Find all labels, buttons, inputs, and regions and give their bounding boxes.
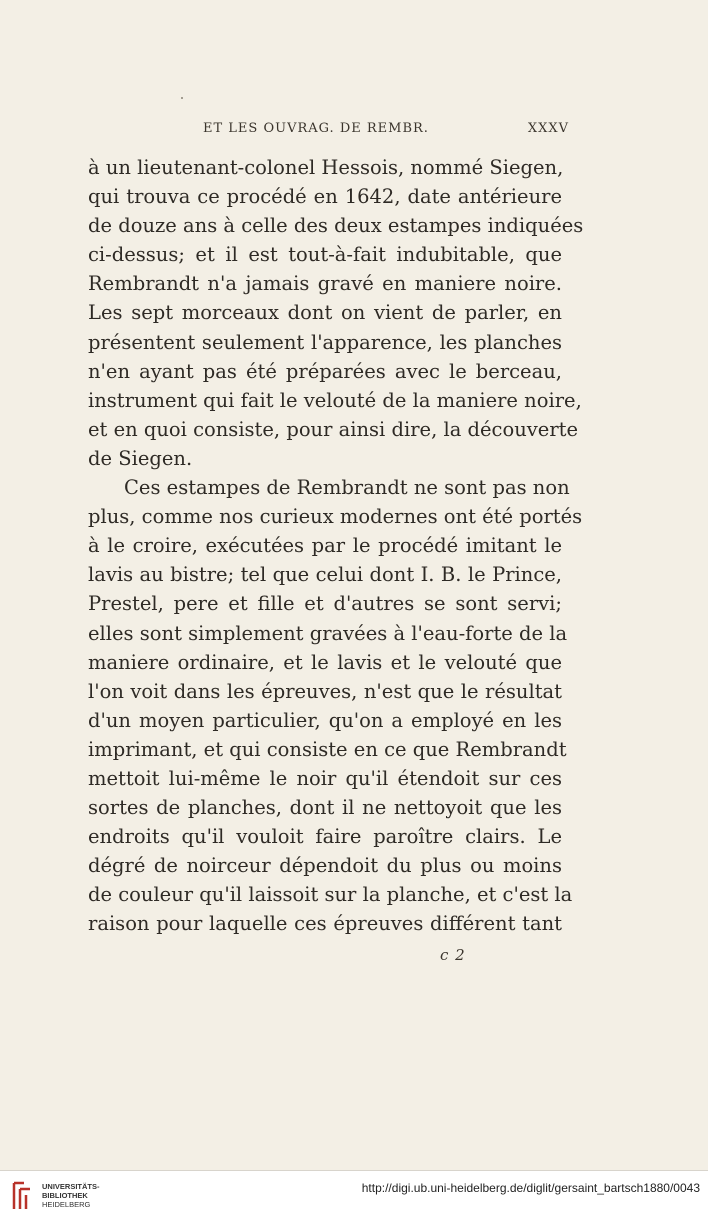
text-line: raison pour laquelle ces épreuves différent tant bbox=[88, 912, 562, 936]
page-number: XXXV bbox=[527, 121, 569, 136]
text-line: de Siegen. bbox=[88, 446, 193, 470]
text-line: de douze ans à celle des deux estampes indiquées bbox=[88, 214, 584, 238]
footer-bar bbox=[0, 1170, 708, 1222]
running-title: ET LES OUVRAG. DE REMBR. bbox=[203, 121, 429, 136]
text-line: dégré de noirceur dépendoit du plus ou moins bbox=[88, 854, 562, 878]
text-line: imprimant, et qui consiste en ce que Rembrandt bbox=[88, 737, 567, 761]
text-line: maniere ordinaire, et le lavis et le velouté que bbox=[88, 650, 562, 674]
text-line: lavis au bistre; tel que celui dont I. B. le Prince, bbox=[88, 563, 562, 587]
text-line: Prestel, pere et fille et d'autres se sont servi; bbox=[88, 592, 562, 616]
text-line: d'un moyen particulier, qu'on a employé en les bbox=[88, 708, 562, 732]
paper-speck bbox=[181, 97, 183, 99]
library-name-line-2: BIBLIOTHEK bbox=[42, 1191, 88, 1200]
library-name-line-3: HEIDELBERG bbox=[42, 1200, 91, 1209]
library-name[interactable] bbox=[42, 1182, 100, 1209]
body-text bbox=[88, 153, 584, 939]
text-line: l'on voit dans les épreuves, n'est que le résultat bbox=[88, 679, 562, 703]
text-line: sortes de planches, dont il ne nettoyoit que les bbox=[88, 796, 562, 820]
text-line: instrument qui fait le velouté de la maniere noire, bbox=[88, 388, 582, 412]
text-line: n'en ayant pas été préparées avec le berceau, bbox=[88, 359, 562, 383]
text-line: elles sont simplement gravées à l'eau-forte de la bbox=[88, 621, 568, 645]
running-header bbox=[203, 121, 569, 136]
text-line: mettoit lui-même le noir qu'il étendoit sur ces bbox=[88, 766, 562, 790]
text-line: Ces estampes de Rembrandt ne sont pas non bbox=[124, 476, 570, 500]
library-name-line-1: UNIVERSITÄTS- bbox=[42, 1182, 100, 1191]
text-line: Les sept morceaux dont on vient de parler, en bbox=[88, 301, 562, 325]
text-line: endroits qu'il vouloit faire paroître clairs. Le bbox=[88, 825, 562, 849]
text-line: qui trouva ce procédé en 1642, date antérieure bbox=[88, 185, 562, 209]
library-logo-icon[interactable] bbox=[8, 1179, 38, 1213]
text-line: et en quoi consiste, pour ainsi dire, la découverte bbox=[88, 417, 579, 441]
text-line: à le croire, exécutées par le procédé imitant le bbox=[88, 534, 562, 558]
text-line: de couleur qu'il laissoit sur la planche, et c'est la bbox=[88, 883, 573, 907]
source-url-link[interactable]: http://digi.ub.uni-heidelberg.de/diglit/gersaint_bartsch1880/0043 bbox=[361, 1181, 700, 1195]
text-line: ci-dessus; et il est tout-à-fait indubitable, que bbox=[88, 243, 562, 267]
signature-mark: c 2 bbox=[440, 946, 466, 964]
text-line: présentent seulement l'apparence, les planches bbox=[88, 330, 562, 354]
text-line: Rembrandt n'a jamais gravé en maniere noire. bbox=[88, 272, 562, 296]
text-line: à un lieutenant-colonel Hessois, nommé Siegen, bbox=[88, 156, 564, 179]
text-line: plus, comme nos curieux modernes ont été portés bbox=[88, 505, 583, 529]
